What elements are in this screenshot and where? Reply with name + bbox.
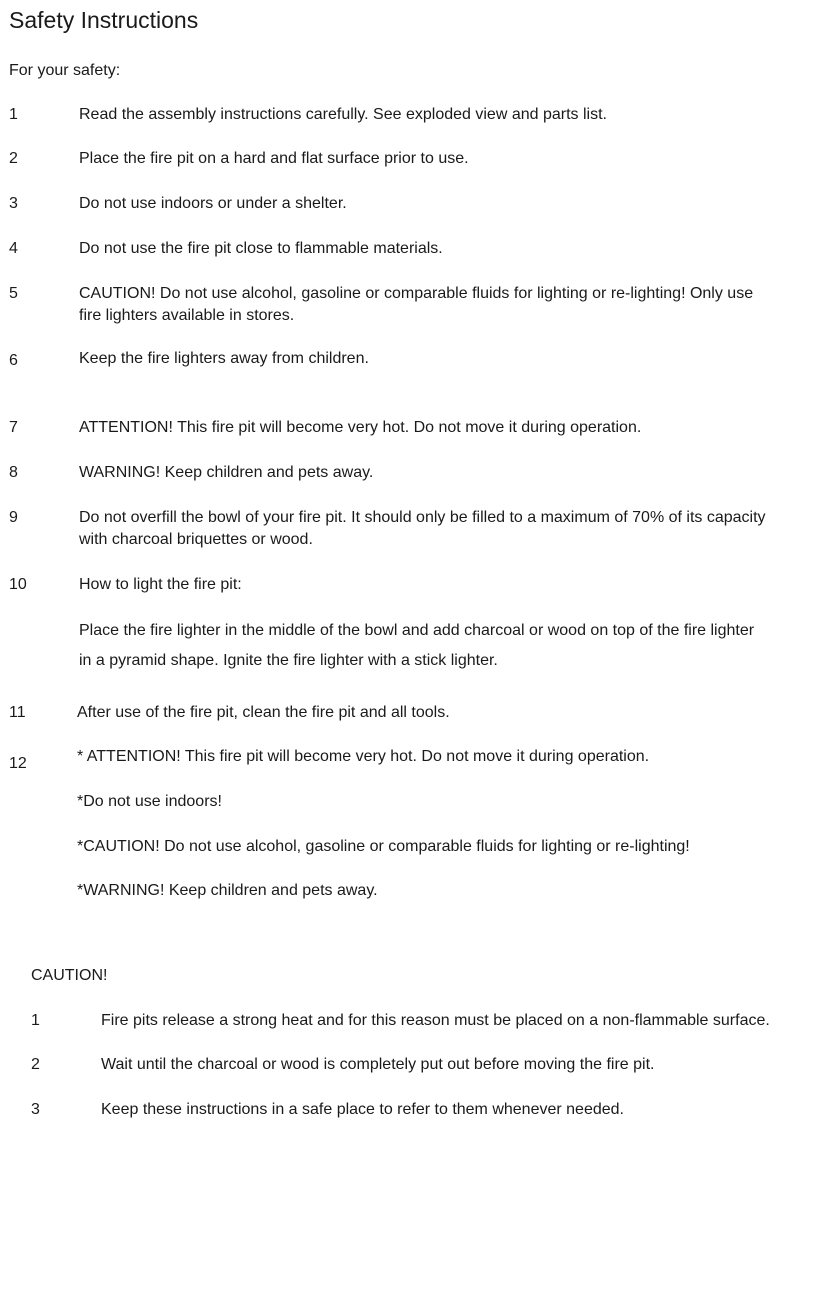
item-text: in a pyramid shape. Ignite the fire lighter with a stick lighter. bbox=[79, 652, 498, 669]
item-number: 9 bbox=[9, 509, 18, 526]
caution-heading: CAUTION! bbox=[31, 967, 108, 984]
item-number: 7 bbox=[9, 419, 18, 436]
item-number: 12 bbox=[9, 755, 27, 772]
item-text: Do not use the fire pit close to flammable materials. bbox=[79, 240, 443, 257]
item-text: Do not use indoors or under a shelter. bbox=[79, 195, 347, 212]
item-number: 3 bbox=[9, 195, 18, 212]
item-text: Place the fire lighter in the middle of the bowl and add charcoal or wood on top of the fire lighter bbox=[79, 622, 755, 639]
item-number: 4 bbox=[9, 240, 18, 257]
caution-item-number: 2 bbox=[31, 1056, 40, 1073]
item-number: 6 bbox=[9, 352, 18, 369]
item-number: 10 bbox=[9, 576, 27, 593]
item-text: * ATTENTION! This fire pit will become very hot. Do not move it during operation. bbox=[77, 748, 650, 765]
item-text: *WARNING! Keep children and pets away. bbox=[77, 882, 378, 899]
item-text: with charcoal briquettes or wood. bbox=[79, 531, 313, 548]
item-text: Keep the fire lighters away from children. bbox=[79, 350, 369, 367]
item-text: Read the assembly instructions carefully. See exploded view and parts list. bbox=[79, 106, 607, 123]
item-number: 1 bbox=[9, 106, 18, 123]
item-number: 8 bbox=[9, 464, 18, 481]
caution-item-number: 1 bbox=[31, 1012, 40, 1029]
caution-item-number: 3 bbox=[31, 1101, 40, 1118]
item-number: 11 bbox=[9, 704, 26, 721]
caution-item-text: Wait until the charcoal or wood is completely put out before moving the fire pit. bbox=[101, 1056, 655, 1073]
item-text: Place the fire pit on a hard and flat surface prior to use. bbox=[79, 150, 469, 167]
item-text: Do not overfill the bowl of your fire pit. It should only be filled to a maximum of 70% of its capacity bbox=[79, 509, 766, 526]
item-text: How to light the fire pit: bbox=[79, 576, 242, 593]
item-text: After use of the fire pit, clean the fire pit and all tools. bbox=[77, 704, 450, 721]
page-title: Safety Instructions bbox=[9, 7, 199, 33]
item-text: ATTENTION! This fire pit will become very hot. Do not move it during operation. bbox=[79, 419, 642, 436]
item-text: WARNING! Keep children and pets away. bbox=[79, 464, 374, 481]
caution-item-text: Keep these instructions in a safe place to refer to them whenever needed. bbox=[101, 1101, 624, 1118]
item-text: CAUTION! Do not use alcohol, gasoline or comparable fluids for lighting or re-lighting! Only use bbox=[79, 285, 754, 302]
item-number: 2 bbox=[9, 150, 18, 167]
intro-text: For your safety: bbox=[9, 62, 121, 79]
item-text: *CAUTION! Do not use alcohol, gasoline or comparable fluids for lighting or re-lighting! bbox=[77, 838, 690, 855]
caution-item-text: Fire pits release a strong heat and for this reason must be placed on a non-flammable surface. bbox=[101, 1012, 770, 1029]
item-number: 5 bbox=[9, 285, 18, 302]
item-text: fire lighters available in stores. bbox=[79, 307, 295, 324]
item-text: *Do not use indoors! bbox=[77, 793, 222, 810]
